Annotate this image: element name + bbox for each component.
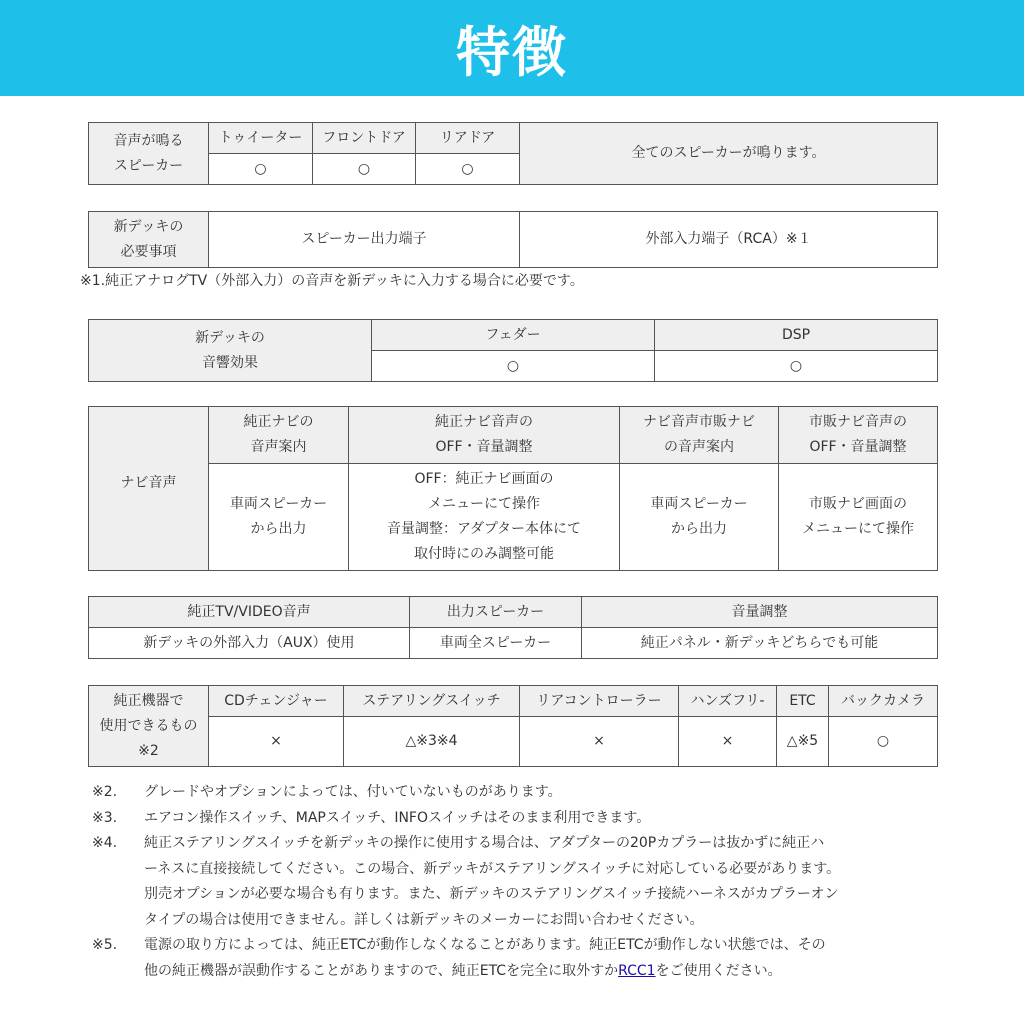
navi-header-line: 純正ナビの: [243, 414, 314, 430]
speaker-header-line: スピーカー: [113, 157, 184, 174]
speaker-col-tweeter: トゥイーター: [209, 123, 313, 154]
tv-value-source: 新デッキの外部入力（AUX）使用: [89, 628, 410, 659]
devices-col-rear-controller: リアコントローラー: [520, 686, 679, 717]
effects-header-cell: [89, 320, 372, 382]
note-text: [144, 933, 952, 984]
effects-value-dsp: ○: [655, 351, 938, 382]
page-title: 特徴: [456, 20, 568, 84]
note-5-text-after: をご使用ください。: [655, 962, 782, 979]
navi-header-line: の音声案内: [664, 439, 734, 455]
navi-header-line: OFF・音量調整: [809, 439, 907, 455]
note-text: [144, 780, 952, 806]
requirements-header-cell: [89, 212, 209, 268]
speaker-value-rear-door: ○: [416, 154, 520, 185]
navi-header-line: 市販ナビ音声の: [809, 414, 907, 430]
note-5: [92, 933, 952, 984]
navi-header-oem-volume: [349, 407, 620, 464]
tv-value-output: 車両全スピーカー: [410, 628, 582, 659]
speaker-table: [88, 122, 938, 185]
navi-value-line: 音量調整：アダプター本体にて: [386, 521, 582, 537]
navi-row-label: ナビ音声: [89, 407, 209, 571]
speaker-header-cell: [89, 123, 209, 185]
tv-header-source: 純正TV/VIDEO音声: [89, 597, 410, 628]
rcc1-link[interactable]: RCC1: [618, 962, 656, 979]
effects-value-fader: ○: [372, 351, 655, 382]
navi-value-line: 車両スピーカー: [650, 496, 748, 512]
navi-header-line: 音声案内: [250, 439, 307, 455]
navi-header-line: 純正ナビ音声の: [435, 414, 533, 430]
effects-col-dsp: DSP: [655, 320, 938, 351]
requirements-table: [88, 211, 938, 268]
note-line: 純正ステアリングスイッチを新デッキの操作に使用する場合は、アダプターの20Pカプラーは抜かずに純正ハ: [144, 835, 825, 851]
navi-value-line: 車両スピーカー: [229, 496, 328, 512]
navi-header-oem-guidance: [209, 407, 349, 464]
effects-header-line: 音響効果: [202, 354, 258, 371]
note-3: [92, 806, 952, 832]
speaker-value-front-door: ○: [313, 154, 416, 185]
navi-value-line: 取付時にのみ調整可能: [414, 546, 554, 562]
devices-value-back-camera: ○: [829, 717, 938, 767]
effects-header-line: 新デッキの: [195, 329, 265, 346]
navi-header-aftermarket-volume: [779, 407, 938, 464]
note-text: [144, 831, 952, 933]
requirement-speaker-output: スピーカー出力端子: [209, 212, 520, 268]
navi-header-line: OFF・音量調整: [435, 439, 533, 455]
devices-col-etc: ETC: [777, 686, 829, 717]
devices-col-cd-changer: CDチェンジャー: [209, 686, 344, 717]
devices-col-hands-free: ハンズフリ-: [679, 686, 777, 717]
note-2: [92, 780, 952, 806]
devices-header-line: ※2: [138, 742, 159, 759]
devices-header-line: 使用できるもの: [99, 717, 198, 734]
devices-header-cell: [89, 686, 209, 767]
navi-value-line: から出力: [671, 521, 727, 537]
tv-table: [88, 596, 938, 659]
note-line: ーネスに直接接続してください。この場合、新デッキがステアリングスイッチに対応している必要があります。: [144, 860, 841, 877]
devices-value-etc: △※5: [777, 717, 829, 767]
devices-header-line: 純正機器で: [113, 692, 184, 709]
notes-section: [92, 780, 952, 984]
note-mark: ※2.: [92, 784, 118, 800]
devices-value-cd-changer: ×: [209, 717, 344, 767]
devices-table: [88, 685, 938, 767]
note-text: [144, 806, 952, 832]
note-line: 別売オプションが必要な場合も有ります。また、新デッキのステアリングスイッチ接続ハーネスがカプラーオン: [144, 886, 839, 902]
devices-col-steering-switch: ステアリングスイッチ: [344, 686, 520, 717]
footnote-1: ※1.純正アナログTV（外部入力）の音声を新デッキに入力する場合に必要です。: [80, 273, 584, 289]
devices-value-rear-controller: ×: [520, 717, 679, 767]
requirement-external-input: 外部入力端子（RCA）※１: [520, 212, 938, 268]
tv-value-volume: 純正パネル・新デッキどちらでも可能: [582, 628, 938, 659]
navi-value-line: メニューにて操作: [802, 521, 914, 537]
note-line: 電源の取り方によっては、純正ETCが動作しなくなることがあります。純正ETCが動作しない状態では、その: [144, 937, 826, 953]
navi-value-aftermarket-volume: [779, 464, 938, 571]
requirements-header-line: 新デッキの: [113, 218, 184, 235]
tv-header-volume: 音量調整: [582, 597, 938, 628]
devices-value-hands-free: ×: [679, 717, 777, 767]
speaker-col-rear-door: リアドア: [416, 123, 520, 154]
note-mark: ※3.: [92, 809, 118, 826]
devices-value-steering-switch: △※3※4: [344, 717, 520, 767]
navi-header-aftermarket-guidance: [620, 407, 779, 464]
requirements-header-line: 必要事項: [120, 243, 177, 260]
navi-value-line: メニューにて操作: [428, 496, 540, 512]
devices-col-back-camera: バックカメラ: [829, 686, 938, 717]
navi-value-line: から出力: [250, 521, 307, 537]
navi-value-line: 市販ナビ画面の: [809, 496, 907, 512]
navi-value-aftermarket-guidance: [620, 464, 779, 571]
note-line: エアコン操作スイッチ、MAPスイッチ、INFOスイッチはそのまま利用できます。: [144, 809, 651, 826]
note-line: [144, 959, 952, 985]
note-5-text-before: 他の純正機器が誤動作することがありますので、純正ETCを完全に取外すか: [144, 962, 619, 979]
note-line: グレードやオプションによっては、付いていないものがあります。: [144, 784, 562, 800]
navi-value-oem-volume: [349, 464, 620, 571]
speaker-header-line: 音声が鳴る: [113, 132, 184, 149]
speaker-value-tweeter: ○: [209, 154, 313, 185]
note-line: タイプの場合は使用できません。詳しくは新デッキのメーカーにお問い合わせください。: [144, 911, 704, 928]
speaker-col-front-door: フロントドア: [313, 123, 416, 154]
speaker-note: 全てのスピーカーが鳴ります。: [520, 123, 938, 185]
effects-col-fader: フェダー: [372, 320, 655, 351]
navi-header-line: ナビ音声市販ナビ: [643, 414, 755, 430]
navi-table: [88, 406, 938, 571]
note-4: [92, 831, 952, 933]
navi-value-line: OFF：純正ナビ画面の: [414, 471, 554, 487]
note-mark: ※4.: [92, 835, 118, 851]
note-mark: ※5.: [92, 937, 118, 953]
navi-value-oem-guidance: [209, 464, 349, 571]
tv-header-output: 出力スピーカー: [410, 597, 582, 628]
effects-table: [88, 319, 938, 382]
header-banner: [0, 0, 1024, 96]
